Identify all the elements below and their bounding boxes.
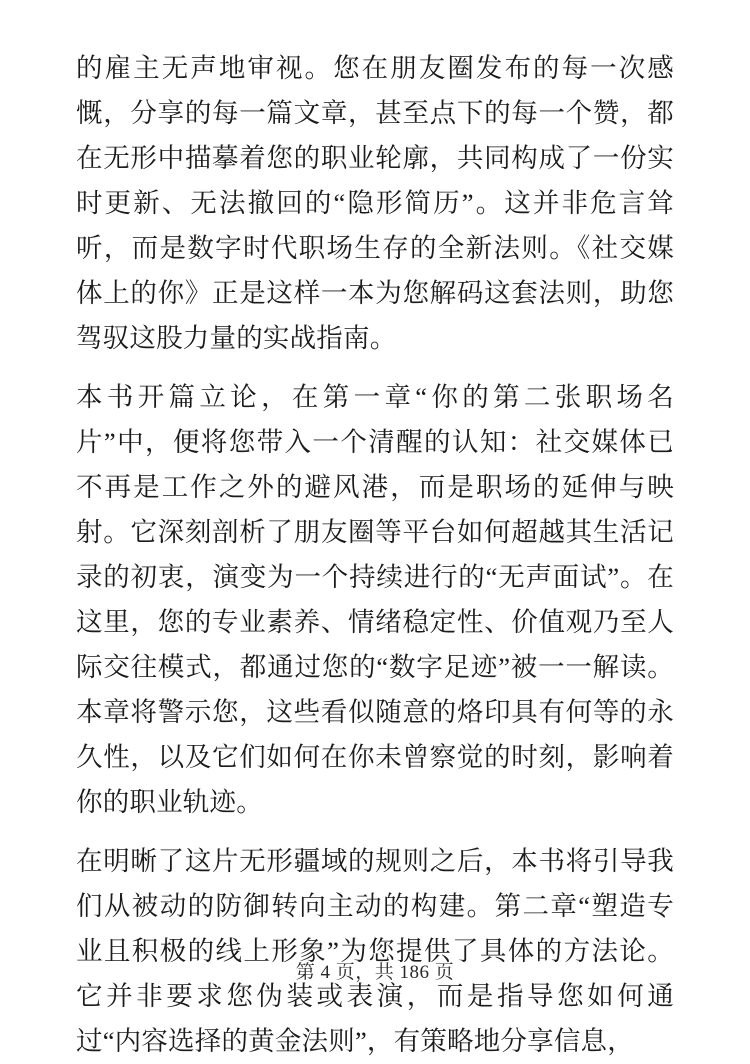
paragraph-2: 本书开篇立论，在第一章“你的第二张职场名片”中，便将您带入一个清醒的认知：社交媒体已不再是工作之外的避风港，而是职场的延伸与映射。它深刻剖析了朋友圈等平台如何超越其生活记录的初衷，演变为一个持续进行的“无声面试”。在这里，您的专业素养、情绪稳定性、价值观乃至人际交往模式，都通过您的“数字足迹”被一一解读。本章将警示您，这些看似随意的烙印具有何等的永久性，以及它们如何在你未曾察觉的时刻，影响着你的职业轨迹。 [76, 382, 674, 817]
paragraph-1: 的雇主无声地审视。您在朋友圈发布的每一次感慨，分享的每一篇文章，甚至点下的每一个赞，都在无形中描摹着您的职业轮廓，共同构成了一份实时更新、无法撤回的“隐形简历”。这并非危言耸听，而是数字时代职场生存的全新法则。《社交媒体上的你》正是这样一本为您解码这套法则，助您驾驭这股力量的实战指南。 [76, 53, 674, 353]
page-footer: 第 4 页，共 186 页 [295, 962, 455, 983]
paragraph-3: 在明晰了这片无形疆域的规则之后，本书将引导我们从被动的防御转向主动的构建。第二章“塑造专业且积极的线上形象”为您提供了具体的方法论。它并非要求您伪装或表演，而是指导您如何通过“内容选择的黄金法则”，有策略地分享信息， [76, 846, 674, 1056]
page-body [76, 46, 674, 1064]
